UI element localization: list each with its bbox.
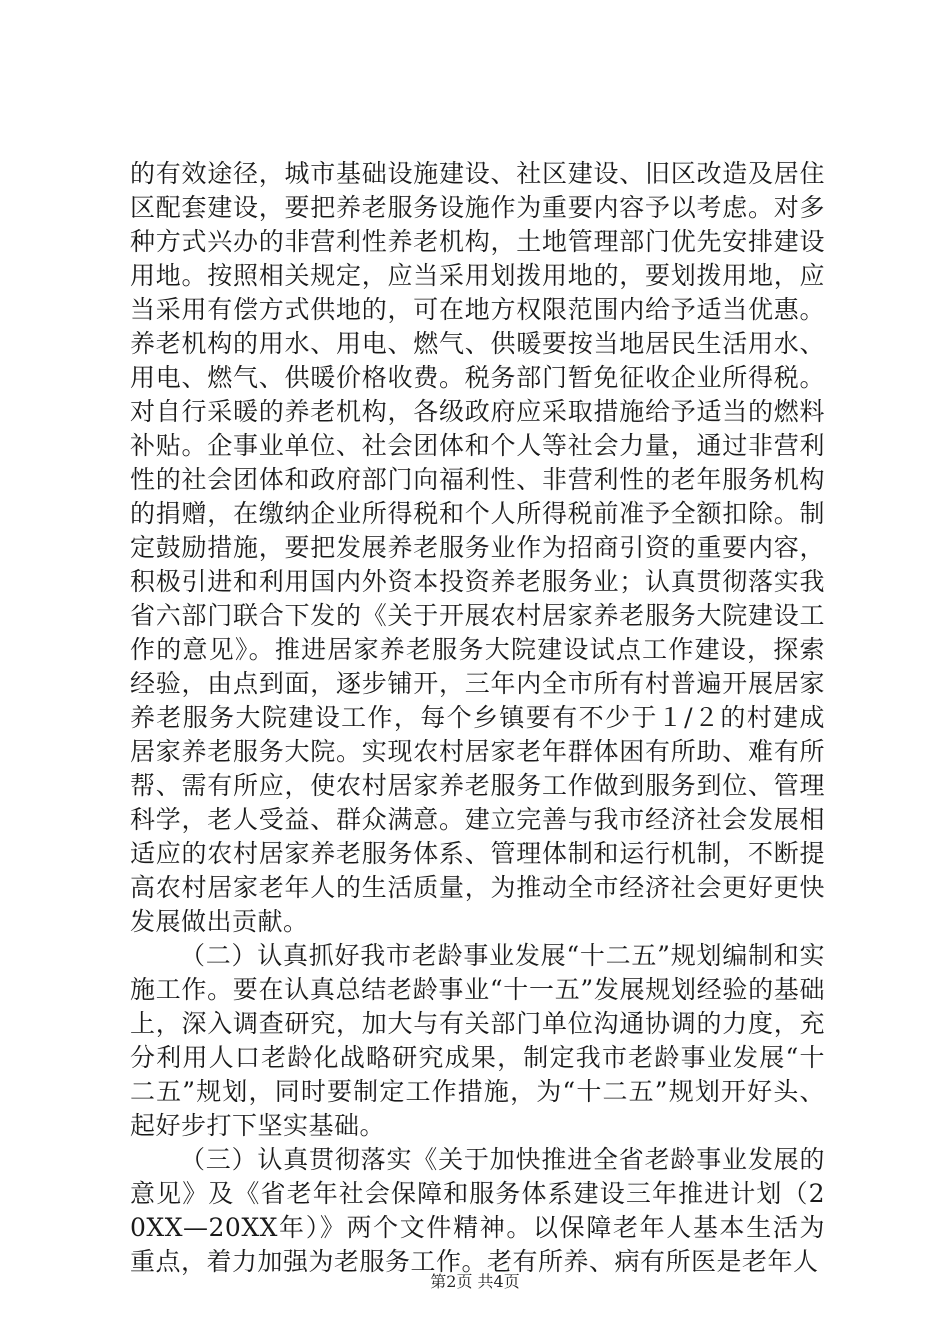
body-paragraph-continued: 的有效途径，城市基础设施建设、社区建设、旧区改造及居住区配套建设，要把养老服务设施作为重要内容予以考虑。对多种方式兴办的非营利性养老机构，土地管理部门优先安排建设用地。按照相关规定，应当采用划拨用地的，要划拨用地，应当采用有偿方式供地的，可在地方权限范围内给予适当优惠。养老机构的用水、用电、燃气、供暖要按当地居民生活用水、用电、燃气、供暖价格收费。税务部门暂免征收企业所得税。对自行采暖的养老机构，各级政府应采取措施给予适当的燃料补贴。企事业单位、社会团体和个人等社会力量，通过非营利性的社会团体和政府部门向福利性、非营利性的老年服务机构的捐赠，在缴纳企业所得税和个人所得税前准予全额扣除。制定鼓励措施，要把发展养老服务业作为招商引资的重要内容，积极引进和利用国内外资本投资养老服务业；认真贯彻落实我省六部门联合下发的《关于开展农村居家养老服务大院建设工作的意见》。推进居家养老服务大院建设试点工作建设，探索经验，由点到面，逐步铺开，三年内全市所有村普遍开展居家养老服务大院建设工作，每个乡镇要有不少于１/２的村建成居家养老服务大院。实现农村居家老年群体困有所助、难有所帮、需有所应，使农村居家养老服务工作做到服务到位、管理科学，老人受益、群众满意。建立完善与我市经济社会发展相适应的农村居家养老服务体系、管理体制和运行机制，不断提高农村居家老年人的生活质量，为推动全市经济社会更好更快发展做出贡献。 xyxy=(130,159,825,936)
page-footer: 第2页 共4页 xyxy=(430,1272,520,1291)
document-body xyxy=(130,157,825,1279)
body-paragraph-section-3: （三）认真贯彻落实《关于加快推进全省老龄事业发展的意见》及《省老年社会保障和服务体系建设三年推进计划（20XX—20XX年）》两个文件精神。以保障老年人基本生活为重点，着力加强为老服务工作。老有所养、病有所医是老年人 xyxy=(130,1145,825,1276)
body-paragraph-section-2: （二）认真抓好我市老龄事业发展“十二五”规划编制和实施工作。要在认真总结老龄事业“十一五”发展规划经验的基础上，深入调查研究，加大与有关部门单位沟通协调的力度，充分利用人口老龄化战略研究成果，制定我市老龄事业发展“十二五”规划，同时要制定工作措施，为“十二五”规划开好头、起好步打下坚实基础。 xyxy=(130,941,825,1140)
